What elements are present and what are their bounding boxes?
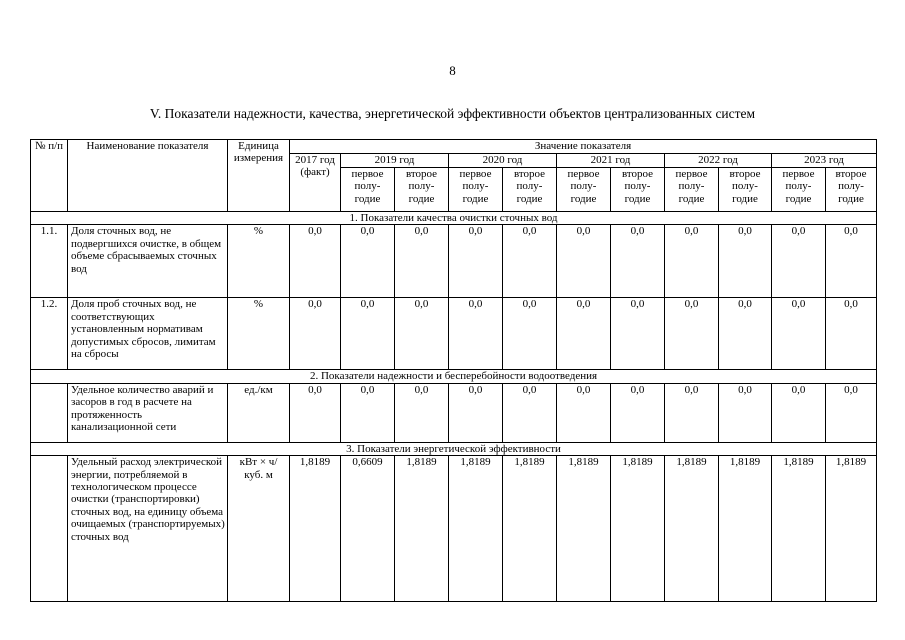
value-cell: 0,0	[341, 225, 395, 298]
header-half-2: второе полу-годие	[826, 168, 877, 212]
header-half-1: первое полу-годие	[557, 168, 611, 212]
row-unit: кВт × ч/ куб. м	[228, 456, 290, 602]
header-half-1: первое полу-годие	[772, 168, 826, 212]
header-value: Значение показателя	[290, 140, 877, 154]
value-cell: 0,0	[772, 298, 826, 370]
value-cell: 0,0	[395, 383, 449, 442]
value-cell: 0,0	[719, 225, 772, 298]
section-heading: 1. Показатели качества очистки сточных вод	[31, 212, 877, 225]
value-cell: 0,0	[449, 298, 503, 370]
table-row	[31, 225, 877, 298]
page-number: 8	[449, 63, 456, 78]
header-half-2: второе полу-годие	[719, 168, 772, 212]
value-cell: 0,0	[557, 383, 611, 442]
value-cell: 0,0	[611, 383, 665, 442]
value-cell: 0,0	[826, 225, 877, 298]
header-2021: 2021 год	[557, 154, 665, 168]
row-num: 1.1.	[31, 225, 68, 298]
value-cell: 0,0	[341, 383, 395, 442]
value-cell: 1,8189	[611, 456, 665, 602]
header-2023: 2023 год	[772, 154, 877, 168]
value-cell: 0,0	[449, 383, 503, 442]
section-heading: 2. Показатели надежности и бесперебойности водоотведения	[31, 370, 877, 383]
value-cell: 0,0	[772, 383, 826, 442]
indicators-table	[30, 139, 877, 602]
value-cell: 0,0	[290, 298, 341, 370]
value-cell: 0,0	[772, 225, 826, 298]
value-cell: 0,6609	[341, 456, 395, 602]
header-2019: 2019 год	[341, 154, 449, 168]
row-unit: %	[228, 298, 290, 370]
row-name: Удельный расход электрической энергии, потребляемой в технологическом процессе очистки (транспортировки) сточных вод, на единицу объема очищаемых (транспортируемых) сточных вод	[68, 456, 228, 602]
value-cell: 1,8189	[290, 456, 341, 602]
header-2020: 2020 год	[449, 154, 557, 168]
row-name: Доля проб сточных вод, не соответствующих установленным нормативам допустимых сбросов, лимитам на сбросы	[68, 298, 228, 370]
value-cell: 0,0	[503, 298, 557, 370]
value-cell: 1,8189	[449, 456, 503, 602]
value-cell: 0,0	[341, 298, 395, 370]
header-num: № п/п	[31, 140, 68, 212]
table-row	[31, 298, 877, 370]
header-half-1: первое полу-годие	[449, 168, 503, 212]
value-cell: 0,0	[665, 383, 719, 442]
value-cell: 0,0	[557, 298, 611, 370]
value-cell: 1,8189	[557, 456, 611, 602]
value-cell: 1,8189	[395, 456, 449, 602]
header-2017: 2017 год (факт)	[290, 154, 341, 212]
section-heading: 3. Показатели энергетической эффективности	[31, 442, 877, 455]
value-cell: 0,0	[557, 225, 611, 298]
value-cell: 0,0	[290, 225, 341, 298]
row-num	[31, 456, 68, 602]
value-cell: 0,0	[665, 225, 719, 298]
value-cell: 0,0	[395, 298, 449, 370]
value-cell: 0,0	[719, 298, 772, 370]
row-unit: ед./км	[228, 383, 290, 442]
row-name: Удельное количество аварий и засоров в год в расчете на протяженность канализационной сети	[68, 383, 228, 442]
header-unit: Единица измерения	[228, 140, 290, 212]
value-cell: 1,8189	[772, 456, 826, 602]
table-row	[31, 383, 877, 442]
value-cell: 0,0	[395, 225, 449, 298]
value-cell: 0,0	[611, 225, 665, 298]
row-name: Доля сточных вод, не подвергшихся очистке, в общем объеме сбрасываемых сточных вод	[68, 225, 228, 298]
value-cell: 0,0	[611, 298, 665, 370]
value-cell: 0,0	[665, 298, 719, 370]
value-cell: 1,8189	[719, 456, 772, 602]
header-name: Наименование показателя	[68, 140, 228, 212]
value-cell: 0,0	[719, 383, 772, 442]
value-cell: 0,0	[826, 383, 877, 442]
header-half-2: второе полу-годие	[503, 168, 557, 212]
value-cell: 0,0	[449, 225, 503, 298]
value-cell: 0,0	[290, 383, 341, 442]
section-title: V. Показатели надежности, качества, энергетической эффективности объектов централизованных систем	[149, 106, 756, 121]
value-cell: 0,0	[503, 225, 557, 298]
row-unit: %	[228, 225, 290, 298]
value-cell: 1,8189	[826, 456, 877, 602]
table-row	[31, 456, 877, 602]
header-half-1: первое полу-годие	[341, 168, 395, 212]
row-num: 1.2.	[31, 298, 68, 370]
header-half-2: второе полу-годие	[611, 168, 665, 212]
value-cell: 1,8189	[503, 456, 557, 602]
value-cell: 1,8189	[665, 456, 719, 602]
header-half-2: второе полу-годие	[395, 168, 449, 212]
row-num	[31, 383, 68, 442]
header-half-1: первое полу-годие	[665, 168, 719, 212]
value-cell: 0,0	[503, 383, 557, 442]
header-2022: 2022 год	[665, 154, 772, 168]
value-cell: 0,0	[826, 298, 877, 370]
